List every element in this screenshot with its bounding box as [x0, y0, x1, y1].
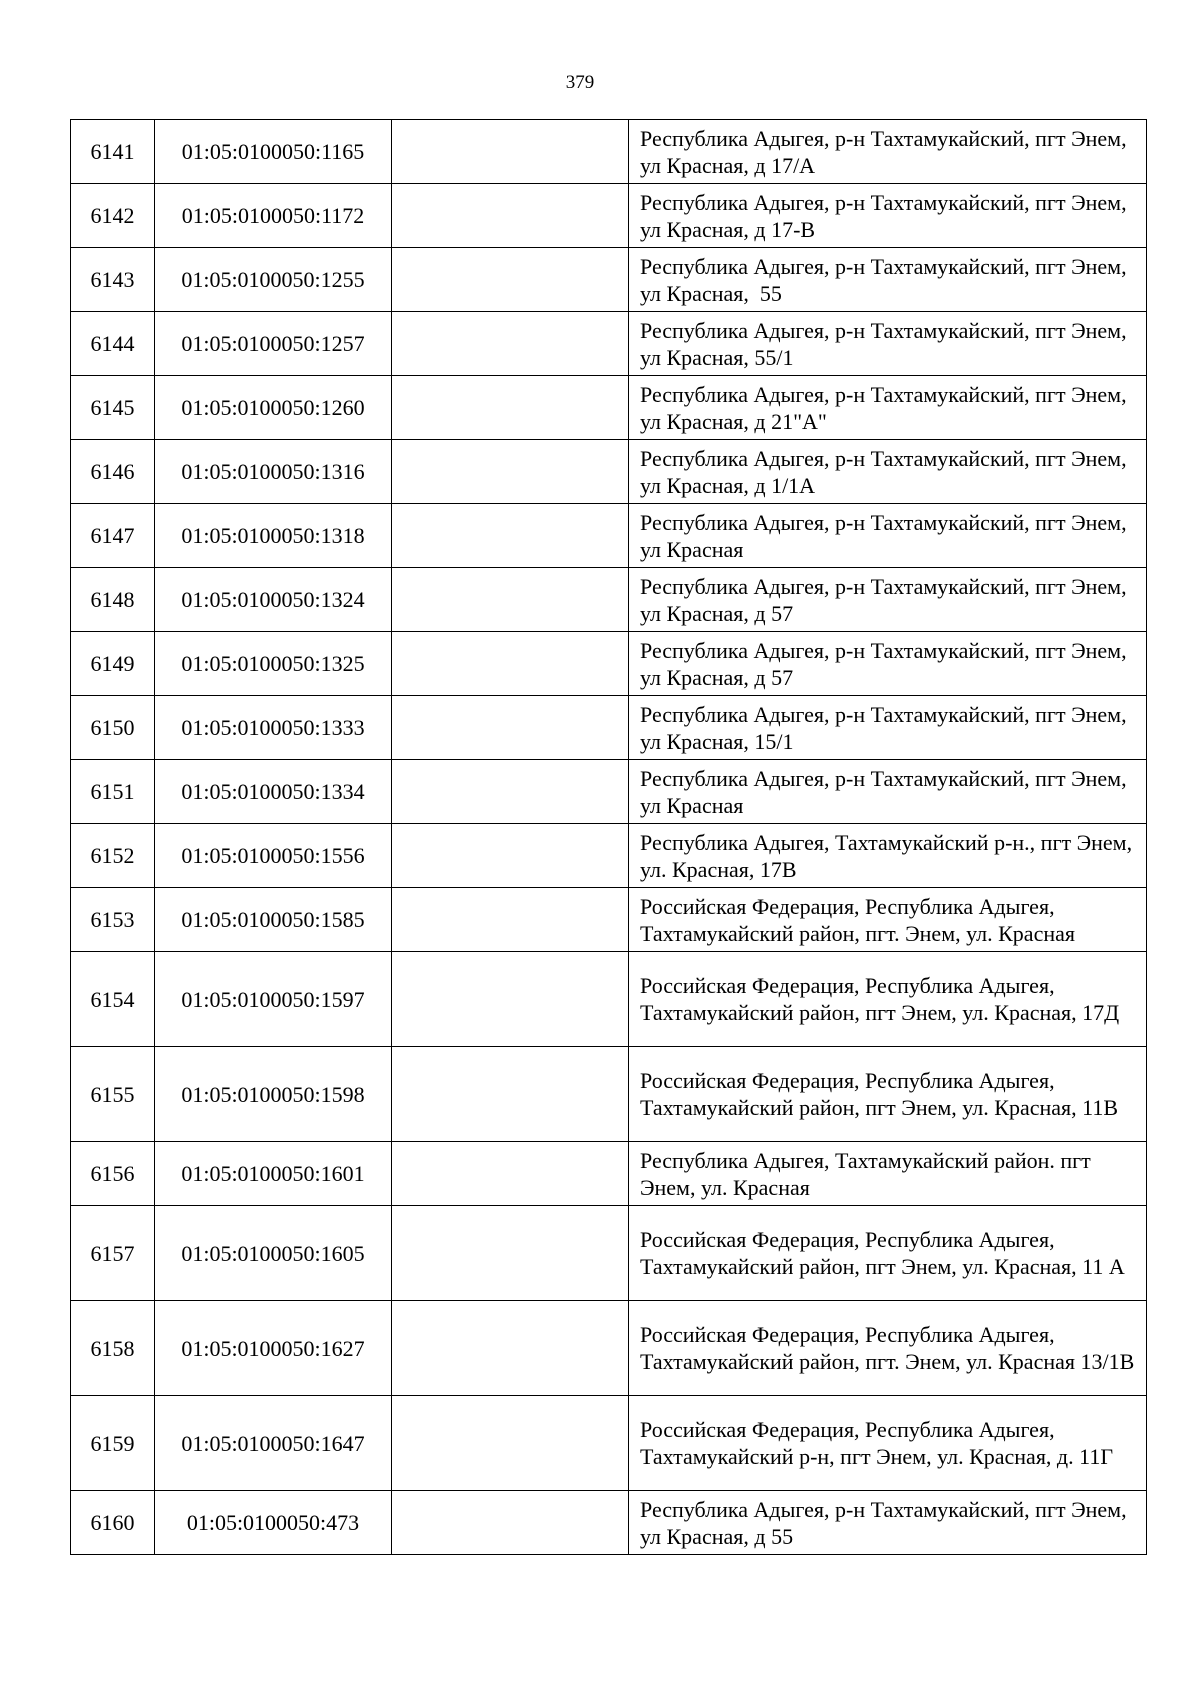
row-number: 6160 — [71, 1491, 155, 1555]
table-row — [71, 1206, 1147, 1301]
table-row — [71, 888, 1147, 952]
table-row — [71, 1142, 1147, 1206]
row-number: 6142 — [71, 184, 155, 248]
row-number: 6150 — [71, 696, 155, 760]
row-number: 6158 — [71, 1301, 155, 1396]
address: Республика Адыгея, Тахтамукайский р-н., пгт Энем, ул. Красная, 17В — [629, 824, 1147, 888]
empty-cell — [392, 888, 629, 952]
row-number: 6144 — [71, 312, 155, 376]
row-number: 6152 — [71, 824, 155, 888]
address: Республика Адыгея, р-н Тахтамукайский, пгт Энем, ул Красная, д 17/А — [629, 120, 1147, 184]
empty-cell — [392, 248, 629, 312]
empty-cell — [392, 696, 629, 760]
cadastral-number: 01:05:0100050:1255 — [155, 248, 392, 312]
row-number: 6146 — [71, 440, 155, 504]
row-number: 6159 — [71, 1396, 155, 1491]
empty-cell — [392, 1396, 629, 1491]
row-number: 6154 — [71, 952, 155, 1047]
address: Республика Адыгея, р-н Тахтамукайский, пгт Энем, ул Красная, д 57 — [629, 568, 1147, 632]
address: Российская Федерация, Республика Адыгея, Тахтамукайский район, пгт Энем, ул. Красная, 17Д — [629, 952, 1147, 1047]
cadastral-number: 01:05:0100050:1165 — [155, 120, 392, 184]
empty-cell — [392, 632, 629, 696]
address: Республика Адыгея, р-н Тахтамукайский, пгт Энем, ул Красная, д 55 — [629, 1491, 1147, 1555]
row-number: 6151 — [71, 760, 155, 824]
empty-cell — [392, 568, 629, 632]
empty-cell — [392, 824, 629, 888]
table-row — [71, 760, 1147, 824]
cadastral-number: 01:05:0100050:1601 — [155, 1142, 392, 1206]
empty-cell — [392, 120, 629, 184]
row-number: 6156 — [71, 1142, 155, 1206]
address: Республика Адыгея, р-н Тахтамукайский, пгт Энем, ул Красная — [629, 760, 1147, 824]
cadastral-number: 01:05:0100050:1316 — [155, 440, 392, 504]
row-number: 6145 — [71, 376, 155, 440]
cadastral-number: 01:05:0100050:1605 — [155, 1206, 392, 1301]
table-row — [71, 184, 1147, 248]
cadastral-number: 01:05:0100050:1318 — [155, 504, 392, 568]
address: Республика Адыгея, р-н Тахтамукайский, пгт Энем, ул Красная, 15/1 — [629, 696, 1147, 760]
row-number: 6148 — [71, 568, 155, 632]
empty-cell — [392, 1301, 629, 1396]
empty-cell — [392, 1142, 629, 1206]
table-row — [71, 120, 1147, 184]
table-row — [71, 696, 1147, 760]
registry-table — [70, 119, 1147, 1555]
cadastral-number: 01:05:0100050:1333 — [155, 696, 392, 760]
table-row — [71, 1301, 1147, 1396]
row-number: 6157 — [71, 1206, 155, 1301]
cadastral-number: 01:05:0100050:1172 — [155, 184, 392, 248]
table-row — [71, 632, 1147, 696]
empty-cell — [392, 504, 629, 568]
table-row — [71, 248, 1147, 312]
cadastral-number: 01:05:0100050:1597 — [155, 952, 392, 1047]
table-row — [71, 568, 1147, 632]
address: Республика Адыгея, р-н Тахтамукайский, пгт Энем, ул Красная, д 1/1А — [629, 440, 1147, 504]
cadastral-number: 01:05:0100050:473 — [155, 1491, 392, 1555]
row-number: 6141 — [71, 120, 155, 184]
empty-cell — [392, 1206, 629, 1301]
address: Республика Адыгея, р-н Тахтамукайский, пгт Энем, ул Красная — [629, 504, 1147, 568]
cadastral-number: 01:05:0100050:1585 — [155, 888, 392, 952]
table-row — [71, 312, 1147, 376]
empty-cell — [392, 1491, 629, 1555]
address: Республика Адыгея, р-н Тахтамукайский, пгт Энем, ул Красная, д 17-В — [629, 184, 1147, 248]
page-number: 379 — [565, 72, 595, 93]
cadastral-number: 01:05:0100050:1334 — [155, 760, 392, 824]
cadastral-number: 01:05:0100050:1257 — [155, 312, 392, 376]
empty-cell — [392, 312, 629, 376]
row-number: 6147 — [71, 504, 155, 568]
empty-cell — [392, 440, 629, 504]
empty-cell — [392, 760, 629, 824]
address: Республика Адыгея, р-н Тахтамукайский, пгт Энем, ул Красная, д 21"А" — [629, 376, 1147, 440]
address: Российская Федерация, Республика Адыгея, Тахтамукайский район, пгт Энем, ул. Красная, 11В — [629, 1047, 1147, 1142]
row-number: 6149 — [71, 632, 155, 696]
address: Республика Адыгея, Тахтамукайский район. пгт Энем, ул. Красная — [629, 1142, 1147, 1206]
table-row — [71, 1491, 1147, 1555]
cadastral-number: 01:05:0100050:1647 — [155, 1396, 392, 1491]
cadastral-number: 01:05:0100050:1324 — [155, 568, 392, 632]
table-row — [71, 1047, 1147, 1142]
address: Российская Федерация, Республика Адыгея, Тахтамукайский район, пгт. Энем, ул. Красная 13/1В — [629, 1301, 1147, 1396]
row-number: 6155 — [71, 1047, 155, 1142]
cadastral-number: 01:05:0100050:1556 — [155, 824, 392, 888]
address: Российская Федерация, Республика Адыгея, Тахтамукайский р-н, пгт Энем, ул. Красная, д. 11Г — [629, 1396, 1147, 1491]
cadastral-number: 01:05:0100050:1598 — [155, 1047, 392, 1142]
empty-cell — [392, 376, 629, 440]
table-row — [71, 376, 1147, 440]
empty-cell — [392, 952, 629, 1047]
cadastral-number: 01:05:0100050:1260 — [155, 376, 392, 440]
address: Российская Федерация, Республика Адыгея, Тахтамукайский район, пгт. Энем, ул. Красная — [629, 888, 1147, 952]
table-row — [71, 952, 1147, 1047]
table-row — [71, 1396, 1147, 1491]
row-number: 6143 — [71, 248, 155, 312]
empty-cell — [392, 184, 629, 248]
table-row — [71, 824, 1147, 888]
address: Республика Адыгея, р-н Тахтамукайский, пгт Энем, ул Красная, д 57 — [629, 632, 1147, 696]
address: Республика Адыгея, р-н Тахтамукайский, пгт Энем, ул Красная, 55 — [629, 248, 1147, 312]
empty-cell — [392, 1047, 629, 1142]
table-row — [71, 440, 1147, 504]
address: Российская Федерация, Республика Адыгея, Тахтамукайский район, пгт Энем, ул. Красная, 11 А — [629, 1206, 1147, 1301]
cadastral-number: 01:05:0100050:1325 — [155, 632, 392, 696]
table-row — [71, 504, 1147, 568]
row-number: 6153 — [71, 888, 155, 952]
address: Республика Адыгея, р-н Тахтамукайский, пгт Энем, ул Красная, 55/1 — [629, 312, 1147, 376]
cadastral-number: 01:05:0100050:1627 — [155, 1301, 392, 1396]
